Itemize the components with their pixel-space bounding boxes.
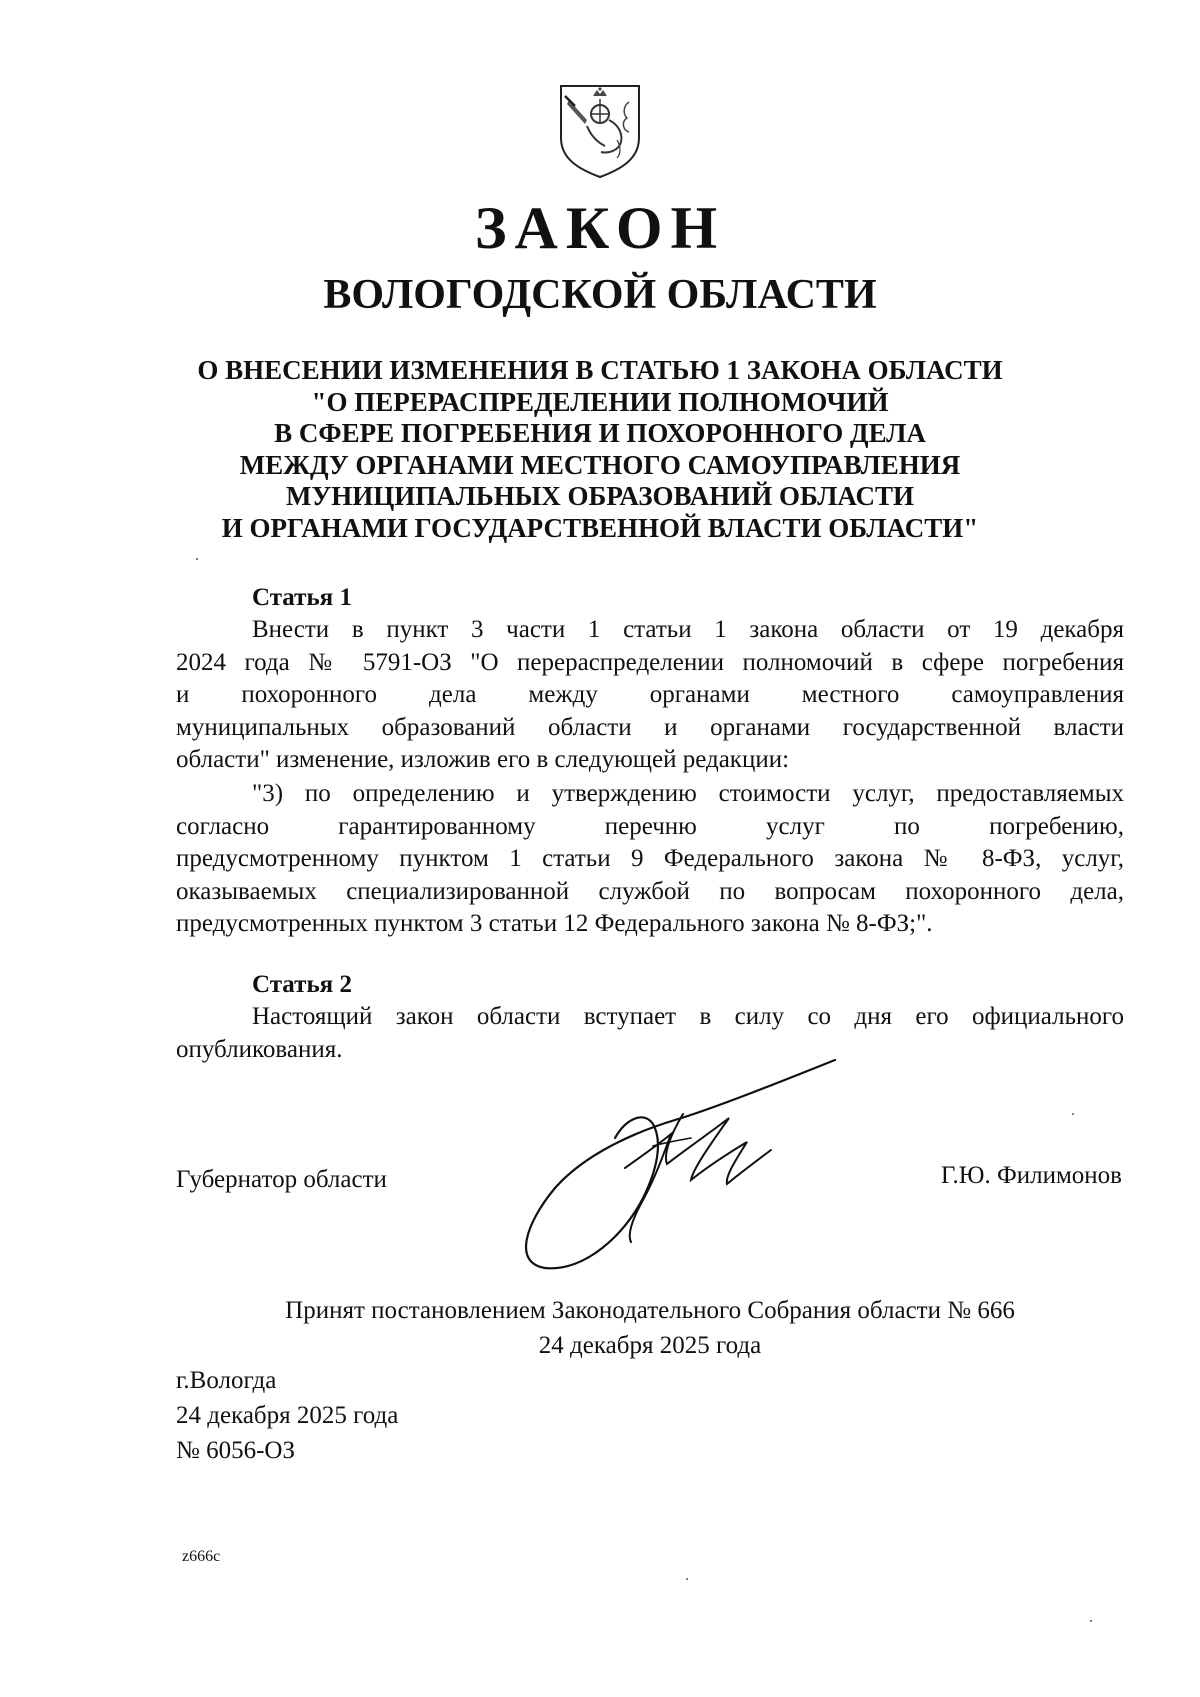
law-name-line: МЕЖДУ ОРГАНАМИ МЕСТНОГО САМОУПРАВЛЕНИЯ bbox=[239, 449, 961, 480]
signer-name: Г.Ю. Филимонов bbox=[940, 1162, 1122, 1189]
text-line: предусмотренному пунктом 1 статьи 9 Федерального закона № 8-ФЗ, услуг, bbox=[176, 845, 1124, 872]
text-line: муниципальных образований области и органами государственной власти bbox=[176, 713, 1124, 741]
article-1-paragraph-2 bbox=[176, 778, 1124, 941]
issue-details bbox=[176, 1363, 398, 1468]
scan-speck bbox=[1072, 1113, 1074, 1115]
text-line: области" изменение, изложив его в следующей редакции: bbox=[176, 746, 790, 773]
law-number: № 6056-ОЗ bbox=[176, 1437, 296, 1464]
text-line: Настоящий закон области вступает в силу со дня его официального bbox=[252, 1003, 1124, 1030]
vologda-coat-of-arms-icon bbox=[557, 80, 643, 180]
law-name-line: МУНИЦИПАЛЬНЫХ ОБРАЗОВАНИЙ ОБЛАСТИ bbox=[285, 481, 915, 511]
article-1-paragraph-1 bbox=[176, 614, 1124, 777]
scan-speck bbox=[196, 558, 198, 560]
law-name-line: И ОРГАНАМИ ГОСУДАРСТВЕННОЙ ВЛАСТИ ОБЛАСТИ" bbox=[221, 512, 979, 543]
scan-speck bbox=[686, 1578, 688, 1580]
text-line: согласно гарантированному перечню услуг по погребению, bbox=[176, 812, 1124, 840]
text-line: "3) по определению и утверждению стоимости услуг, предоставляемых bbox=[252, 780, 1124, 807]
text-line: оказываемых специализированной службой по вопросам похоронного дела, bbox=[176, 877, 1124, 905]
scan-speck bbox=[1090, 1620, 1092, 1622]
governor-label: Губернатор области bbox=[176, 1166, 387, 1193]
article-2-paragraph bbox=[176, 1001, 1124, 1066]
text-line: Внести в пункт 3 части 1 статьи 1 закона области от 19 декабря bbox=[252, 616, 1124, 643]
issue-date: 24 декабря 2025 года bbox=[176, 1402, 399, 1429]
article-1-heading: Статья 1 bbox=[252, 584, 352, 611]
issue-city: г.Вологда bbox=[176, 1367, 277, 1394]
law-name-line: О ВНЕСЕНИИ ИЗМЕНЕНИЯ В СТАТЬЮ 1 ЗАКОНА ОБЛАСТИ bbox=[197, 355, 1003, 385]
article-2-heading: Статья 2 bbox=[252, 971, 352, 998]
law-name-line: "О ПЕРЕРАСПРЕДЕЛЕНИИ ПОЛНОМОЧИЙ bbox=[311, 386, 889, 417]
region-title: ВОЛОГОДСКОЙ ОБЛАСТИ bbox=[323, 272, 877, 318]
text-line: опубликования. bbox=[176, 1035, 343, 1063]
document-code: z666c bbox=[182, 1548, 221, 1565]
text-line: и похоронного дела между органами местного самоуправления bbox=[176, 681, 1124, 708]
adoption-note bbox=[0, 1293, 1200, 1363]
text-line: 2024 года № 5791-ОЗ "О перераспределении полномочий в сфере погребения bbox=[176, 648, 1124, 676]
text-line: предусмотренных пунктом 3 статьи 12 Федерального закона № 8-ФЗ;". bbox=[176, 910, 933, 937]
document-title: ЗАКОН bbox=[474, 195, 726, 261]
adoption-date: 24 декабря 2025 года bbox=[538, 1332, 762, 1359]
law-name bbox=[150, 355, 1050, 544]
adoption-line-1: Принят постановлением Законодательного Собрания области № 666 bbox=[285, 1297, 1015, 1324]
law-name-line: В СФЕРЕ ПОГРЕБЕНИЯ И ПОХОРОННОГО ДЕЛА bbox=[274, 418, 926, 448]
handwritten-signature-icon bbox=[515, 1058, 845, 1278]
